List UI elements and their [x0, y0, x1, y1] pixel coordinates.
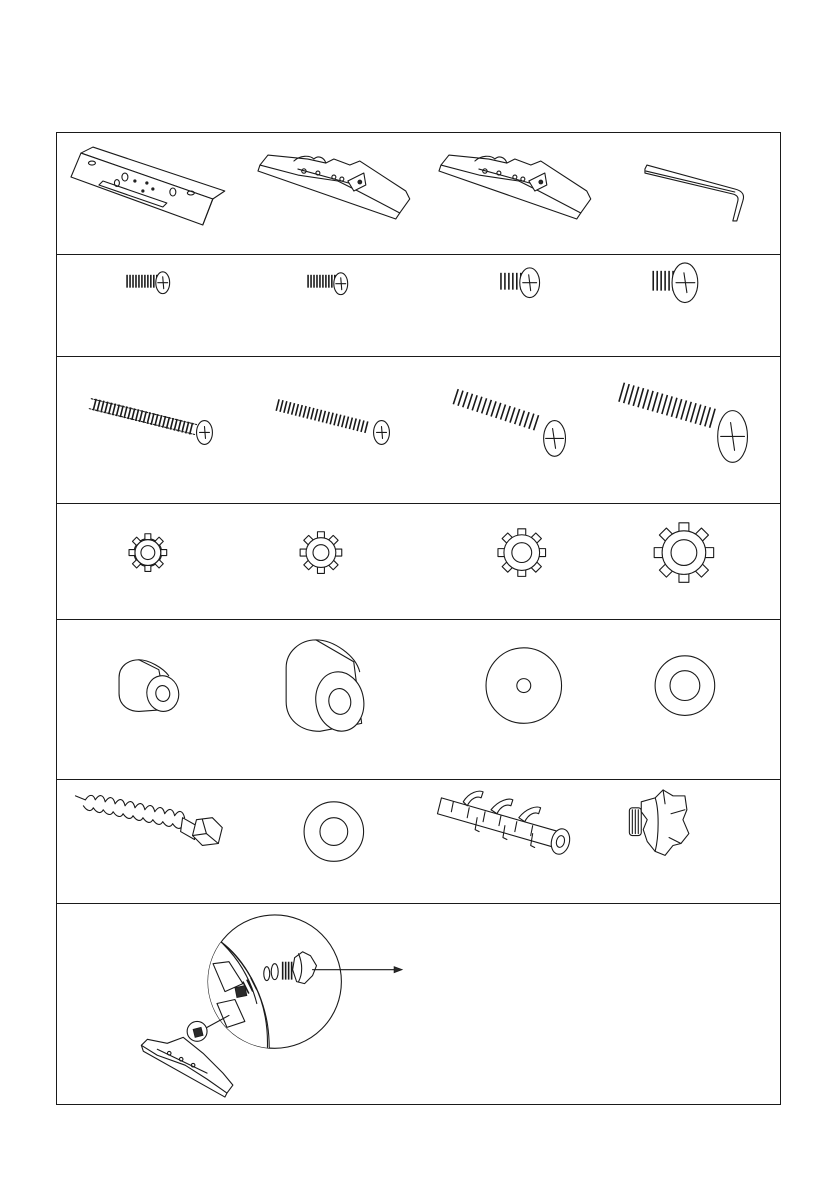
- long-screw-m4-cell: [57, 357, 238, 503]
- lock-washer-xlarge-icon: [599, 504, 780, 619]
- lock-washer-large-icon: [419, 504, 600, 619]
- lag-bolt-icon: [57, 780, 238, 903]
- large-spacer-cell: [238, 620, 419, 779]
- lock-washer-xlarge-cell: [599, 504, 780, 619]
- large-flat-washer-cell: [419, 620, 600, 779]
- short-screw-m6-icon: [419, 255, 600, 356]
- short-screw-m5-cell: [238, 255, 419, 356]
- lock-washer-large-cell: [419, 504, 600, 619]
- assembly-detail-icon: [57, 904, 780, 1106]
- long-screw-m5-icon: [238, 357, 419, 503]
- parts-row-2: [57, 254, 780, 356]
- lag-bolt-washer-cell: [238, 780, 419, 903]
- parts-row-7: [57, 903, 780, 1106]
- lock-washer-small-cell: [57, 504, 238, 619]
- long-screw-m5-cell: [238, 357, 419, 503]
- assembly-detail-cell: [57, 904, 780, 1106]
- short-screw-m8-cell: [599, 255, 780, 356]
- long-screw-m8-cell: [599, 357, 780, 503]
- small-spacer-cell: [57, 620, 238, 779]
- long-screw-m6-cell: [419, 357, 600, 503]
- short-screw-m4-cell: [57, 255, 238, 356]
- long-screw-m4-icon: [57, 357, 238, 503]
- hex-key-cell: [599, 133, 780, 254]
- left-mounting-arm-icon: [238, 133, 419, 254]
- medium-flat-washer-icon: [599, 620, 780, 779]
- left-mounting-arm-cell: [238, 133, 419, 254]
- right-mounting-arm-cell: [419, 133, 600, 254]
- short-screw-m6-cell: [419, 255, 600, 356]
- parts-row-3: [57, 356, 780, 503]
- parts-row-1: [57, 133, 780, 254]
- lock-washer-medium-icon: [238, 504, 419, 619]
- short-screw-m8-icon: [599, 255, 780, 356]
- wall-anchor-cell: [419, 780, 600, 903]
- wall-plate-icon: [57, 133, 238, 254]
- medium-flat-washer-cell: [599, 620, 780, 779]
- small-spacer-icon: [57, 620, 238, 779]
- long-screw-m6-icon: [419, 357, 600, 503]
- short-screw-m4-icon: [57, 255, 238, 356]
- parts-sheet: [56, 132, 781, 1105]
- safety-knob-icon: [599, 780, 780, 903]
- parts-row-6: [57, 779, 780, 903]
- parts-row-4: [57, 503, 780, 619]
- large-spacer-icon: [238, 620, 419, 779]
- lock-washer-small-icon: [57, 504, 238, 619]
- large-flat-washer-icon: [419, 620, 600, 779]
- wall-plate-cell: [57, 133, 238, 254]
- parts-row-5: [57, 619, 780, 779]
- short-screw-m5-icon: [238, 255, 419, 356]
- right-mounting-arm-icon: [419, 133, 600, 254]
- hex-key-icon: [599, 133, 780, 254]
- safety-knob-cell: [599, 780, 780, 903]
- wall-anchor-icon: [419, 780, 600, 903]
- lag-bolt-cell: [57, 780, 238, 903]
- lock-washer-medium-cell: [238, 504, 419, 619]
- lag-bolt-washer-icon: [238, 780, 419, 903]
- long-screw-m8-icon: [599, 357, 780, 503]
